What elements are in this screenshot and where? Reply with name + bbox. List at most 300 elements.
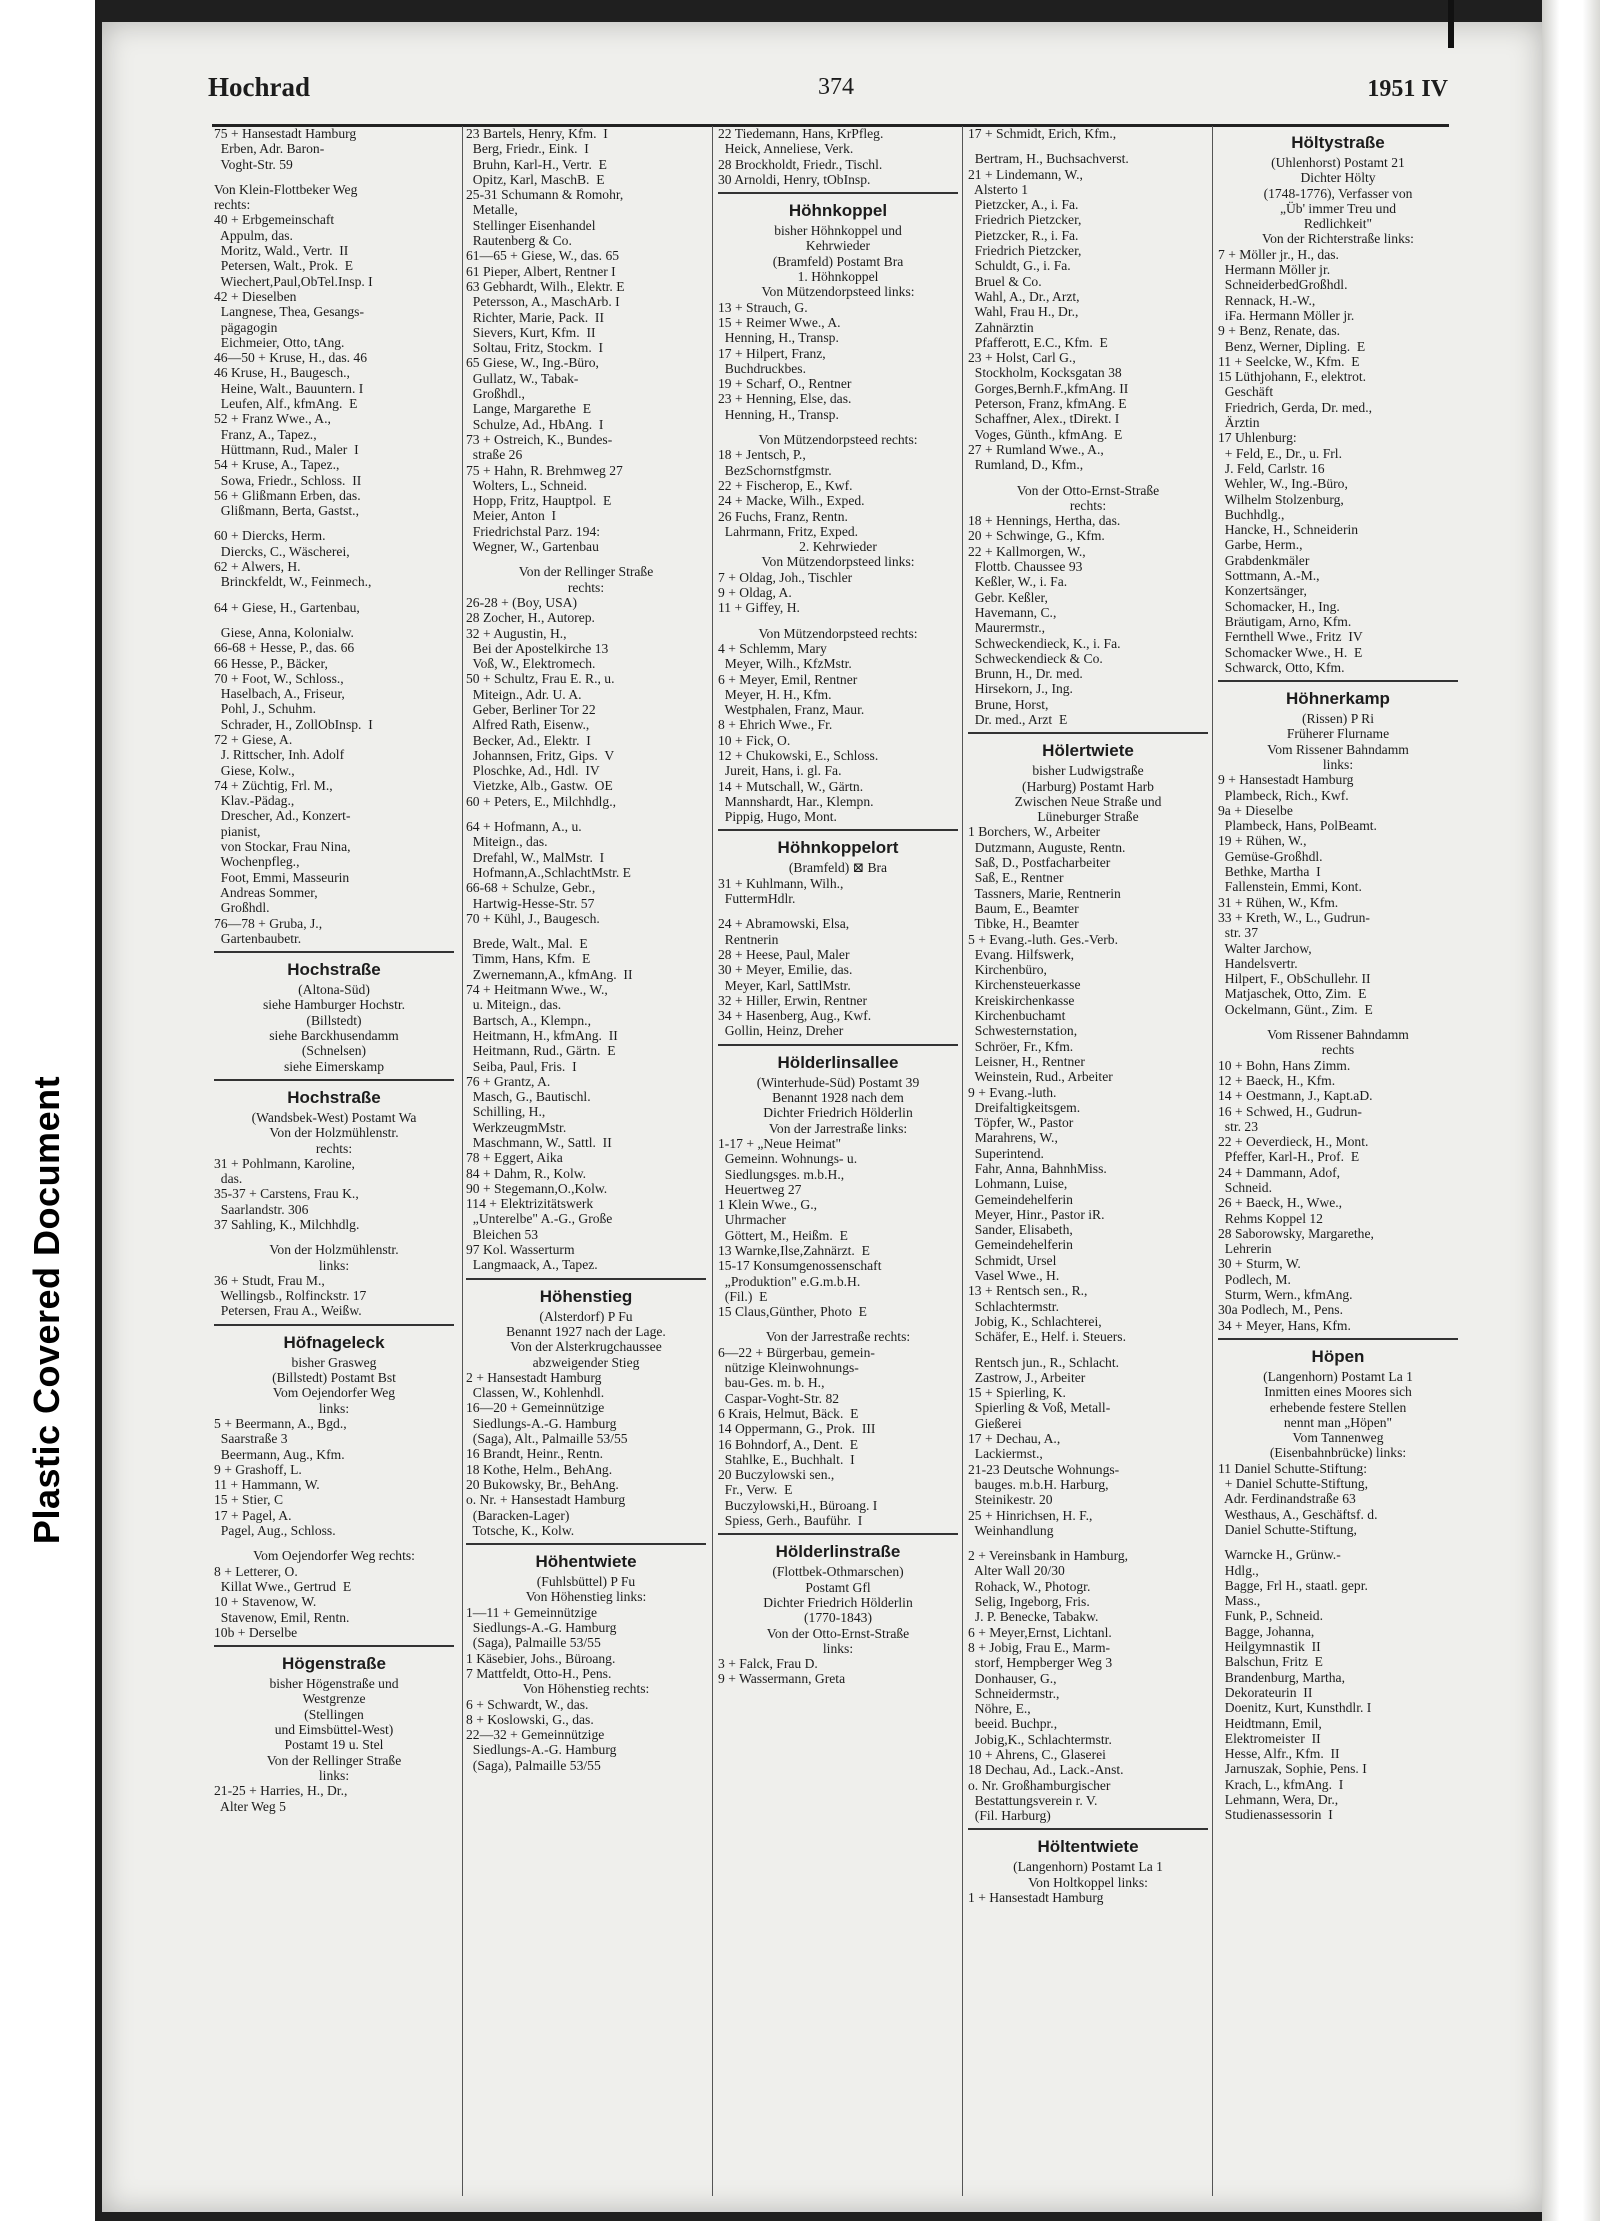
directory-entry: Maurermstr., xyxy=(968,620,1046,636)
directory-entry: Bagge, Frl H., staatl. gepr. xyxy=(1218,1577,1368,1593)
directory-entry: 13 + Rentsch sen., R., xyxy=(968,1283,1088,1299)
street-note: bisher Höhnkoppel und xyxy=(774,223,902,239)
directory-entry: Lehmann, Wera, Dr., xyxy=(1218,1791,1339,1807)
street-note: nennt man „Höpen" xyxy=(1283,1414,1393,1430)
directory-entry: Funk, P., Schneid. xyxy=(1218,1608,1323,1624)
directory-entry: 10 + Ahrens, C., Glaserei xyxy=(968,1746,1106,1762)
directory-entry: Doenitz, Kurt, Kunsthdlr. I xyxy=(1218,1700,1372,1716)
directory-entry: 31 + Pohlmann, Karoline, xyxy=(214,1155,355,1171)
street-heading: Höltentwiete xyxy=(1037,1837,1139,1857)
directory-entry: Gorges,Bernh.F.,kfmAng. II xyxy=(968,380,1129,396)
directory-entry: Maschmann, W., Sattl. II xyxy=(466,1135,612,1150)
directory-entry: 60 + Peters, E., Milchhdlg., xyxy=(466,793,617,809)
directory-entry: Fahr, Anna, BahnhMiss. xyxy=(968,1161,1107,1176)
directory-entry: 14 + Mutschall, W., Gärtn. xyxy=(718,778,864,794)
directory-entry: 15 + Reimer Wwe., A. xyxy=(718,314,841,330)
street-note: Von der Rellinger Straße xyxy=(518,564,654,580)
directory-entry: Westphalen, Franz, Maur. xyxy=(718,702,865,718)
directory-entry: Langnese, Thea, Gesangs- xyxy=(214,304,364,320)
directory-entry: Metalle, xyxy=(466,202,518,218)
directory-entry: Masch, G., Bautischl. xyxy=(466,1089,591,1105)
street-heading: Hochstraße xyxy=(287,1087,381,1107)
directory-entry: Totsche, K., Kolw. xyxy=(466,1522,575,1538)
directory-entry: Petersen, Frau A., Weißw. xyxy=(214,1303,362,1319)
street-note: Inmitten eines Moores sich xyxy=(1264,1384,1412,1400)
directory-entry: Sander, Elisabeth, xyxy=(968,1222,1073,1238)
street-heading: Höhnerkamp xyxy=(1286,689,1390,709)
directory-entry: Garbe, Herm., xyxy=(1218,537,1303,553)
directory-entry: 13 Warnke,Ilse,Zahnärzt. E xyxy=(718,1243,870,1258)
directory-entry: 19 + Scharf, O., Rentner xyxy=(718,376,852,392)
directory-entry: 1 Käsebier, Johs., Büroang. xyxy=(466,1650,616,1666)
street-note: „Üb' immer Treu und xyxy=(1279,200,1397,216)
directory-entry: 1 Klein Wwe., G., xyxy=(718,1197,818,1213)
street-note: Vom Tannenweg xyxy=(1292,1430,1384,1446)
directory-entry: Kreiskirchenkasse xyxy=(968,992,1075,1008)
directory-entry: Baum, E., Beamter xyxy=(968,900,1079,916)
street-note: (Langenhorn) Postamt La 1 xyxy=(1263,1368,1413,1384)
directory-entry: Eichmeier, Otto, tAng. xyxy=(214,334,345,350)
directory-entry: Lohmann, Luise, xyxy=(968,1176,1068,1192)
street-note: (Schnelsen) xyxy=(301,1043,367,1059)
directory-entry: 17 + Pagel, A. xyxy=(214,1507,292,1523)
street-note: 1. Höhnkoppel xyxy=(797,269,879,285)
directory-entry: 17 + Hilpert, Franz, xyxy=(718,345,826,361)
directory-entry: Hirsekorn, J., Ing. xyxy=(968,681,1073,697)
directory-entry: Alter Wall 20/30 xyxy=(968,1563,1065,1579)
street-note: Postamt Gfl xyxy=(805,1579,871,1595)
directory-entry: Meyer, H. H., Kfm. xyxy=(718,686,832,702)
directory-entry: 24 + Abramowski, Elsa, xyxy=(718,916,850,932)
directory-entry: Rentsch jun., R., Schlacht. xyxy=(968,1354,1120,1370)
street-note: Von der Rellinger Straße xyxy=(266,1752,402,1768)
directory-entry: Siedlungsges. m.b.H., xyxy=(718,1166,845,1182)
entry-spacer xyxy=(1218,1537,1458,1547)
directory-entry: Schomacker Wwe., H. E xyxy=(1218,644,1363,660)
directory-entry: Buczylowski,H., Büroang. I xyxy=(718,1497,878,1513)
directory-entry: 56 + Glißmann Erben, das. xyxy=(214,487,361,503)
directory-entry: Hartwig-Hesse-Str. 57 xyxy=(466,895,595,911)
directory-entry: Mass., xyxy=(1218,1593,1261,1609)
directory-entry: 61 Pieper, Albert, Rentner I xyxy=(466,263,616,279)
directory-entry: Meyer, Karl, SattlMstr. xyxy=(718,977,851,993)
directory-entry: 14 + Oestmann, J., Kapt.aD. xyxy=(1218,1088,1373,1104)
directory-entry: 8 + Jobig, Frau E., Marm- xyxy=(968,1639,1111,1655)
directory-entry: Matjaschek, Otto, Zim. E xyxy=(1218,986,1367,1002)
street-note: Von der Alsterkrugchaussee xyxy=(510,1339,662,1355)
directory-entry: Schuldt, G., i. Fa. xyxy=(968,258,1071,274)
directory-entry: 6 + Meyer, Emil, Rentner xyxy=(718,671,858,687)
directory-entry: Bräutigam, Arno, Kfm. xyxy=(1218,613,1352,629)
directory-entry: Hopp, Fritz, Hauptpol. E xyxy=(466,493,612,509)
directory-entry: 24 + Dammann, Adof, xyxy=(1218,1164,1341,1180)
directory-entry: beeid. Buchpr., xyxy=(968,1716,1058,1732)
street-note: Von der Otto-Ernst-Straße xyxy=(766,1625,910,1641)
directory-entry: J. P. Benecke, Tabakw. xyxy=(968,1609,1099,1625)
directory-entry: u. Miteign., das. xyxy=(466,997,562,1013)
directory-entry: 16 Bohndorf, A., Dent. E xyxy=(718,1436,859,1452)
directory-entry: Fernthell Wwe., Fritz IV xyxy=(1218,629,1363,645)
directory-entry: storf, Hempberger Weg 3 xyxy=(968,1655,1113,1671)
directory-entry: Stavenow, Emil, Rentn. xyxy=(214,1609,350,1625)
directory-entry: 2 + Hansestadt Hamburg xyxy=(466,1369,602,1385)
directory-entry: 78 + Eggert, Aika xyxy=(466,1150,563,1166)
directory-entry: 18 + Hennings, Hertha, das. xyxy=(968,513,1121,529)
column-4 xyxy=(968,126,1208,2196)
street-note: (Uhlenhorst) Postamt 21 xyxy=(1271,155,1405,170)
section-rule xyxy=(718,829,958,831)
directory-entry: Weinhandlung xyxy=(968,1522,1054,1538)
directory-entry: + Feld, E., Dr., u. Frl. xyxy=(1218,445,1342,461)
directory-entry: Bruel & Co. xyxy=(968,273,1042,289)
directory-entry: Schwarck, Otto, Kfm. xyxy=(1218,659,1345,675)
directory-entry: 26 + Baeck, H., Wwe., xyxy=(1218,1195,1343,1211)
street-note: (Alsterdorf) P Fu xyxy=(539,1308,633,1324)
directory-entry: 30 + Sturm, W. xyxy=(1218,1256,1301,1272)
street-note: rechts: xyxy=(315,1140,353,1156)
directory-entry: Rennack, H.-W., xyxy=(1218,292,1316,308)
directory-entry: Saß, D., Postfacharbeiter xyxy=(968,855,1111,871)
directory-entry: Voges, Günth., kfmAng. E xyxy=(968,426,1123,442)
street-heading: Höhnkoppelort xyxy=(777,838,899,858)
directory-entry: Sottmann, A.-M., xyxy=(1218,568,1320,584)
directory-entry: Jobig, K., Schlachterei, xyxy=(968,1313,1102,1329)
directory-entry: Gartenbaubetr. xyxy=(214,930,302,946)
directory-entry: (Saga), Palmaille 53/55 xyxy=(466,1757,601,1773)
section-rule xyxy=(466,1278,706,1280)
directory-entry: Gießerei xyxy=(968,1415,1022,1431)
page-number: 374 xyxy=(818,74,854,100)
directory-entry: 21 + Lindemann, W., xyxy=(968,166,1083,182)
directory-entry: 26 Fuchs, Franz, Rentn. xyxy=(718,508,848,524)
directory-entry: Gebr. Keßler, xyxy=(968,589,1048,605)
directory-entry: 8 + Letterer, O. xyxy=(214,1563,298,1579)
directory-entry: von Stockar, Frau Nina, xyxy=(214,839,351,855)
directory-entry: 65 Giese, W., Ing.-Büro, xyxy=(466,355,599,371)
street-note: Benannt 1928 nach dem xyxy=(772,1090,904,1106)
directory-entry: Gullatz, W., Tabak- xyxy=(466,370,579,386)
directory-entry: 11 Daniel Schutte-Stiftung: xyxy=(1218,1460,1368,1476)
directory-entry: Meyer, Hinr., Pastor iR. xyxy=(968,1206,1105,1222)
directory-entry: 25 + Hinrichsen, H. F., xyxy=(968,1507,1093,1523)
directory-entry: Sowa, Friedr., Schloss. II xyxy=(214,472,362,488)
directory-entry: Superintend. xyxy=(968,1145,1044,1161)
street-note: bisher Ludwigstraße xyxy=(1032,763,1144,779)
directory-entry: Siedlungs-A.-G. Hamburg xyxy=(466,1742,617,1758)
document-label-strip xyxy=(0,0,95,2221)
section-rule xyxy=(214,1645,454,1647)
directory-entry: Spiess, Gerh., Bauführ. I xyxy=(718,1513,863,1529)
directory-entry: 28 Zocher, H., Autorep. xyxy=(466,610,595,626)
entry-spacer xyxy=(718,616,958,626)
directory-entry: 25-31 Schumann & Romohr, xyxy=(466,187,624,203)
directory-entry: 62 + Alwers, H. xyxy=(214,559,301,575)
directory-entry: 76 + Grantz, A. xyxy=(466,1073,551,1089)
page-header xyxy=(208,70,1448,110)
directory-entry: 26-28 + (Boy, USA) xyxy=(466,594,577,610)
directory-entry: 9 + Grashoff, L. xyxy=(214,1461,302,1477)
section-rule xyxy=(718,1533,958,1535)
directory-entry: 10 + Fick, O. xyxy=(718,732,791,748)
directory-entry: 52 + Franz Wwe., A., xyxy=(214,411,331,427)
directory-entry: Pfeffer, Karl-H., Prof. E xyxy=(1218,1149,1360,1165)
directory-entry: J. Feld, Carlstr. 16 xyxy=(1218,460,1325,476)
street-note: rechts: xyxy=(567,579,605,595)
directory-entry: 54 + Kruse, A., Tapez., xyxy=(214,457,340,473)
directory-entry: Wellingsb., Rolfinckstr. 17 xyxy=(214,1288,367,1304)
street-note: (Billstedt) xyxy=(306,1012,362,1028)
directory-entry: 18 Kothe, Helm., BehAng. xyxy=(466,1461,613,1477)
directory-entry: Killat Wwe., Gertrud E xyxy=(214,1578,352,1594)
directory-entry: Andreas Sommer, xyxy=(214,884,318,900)
entry-spacer xyxy=(214,590,454,600)
directory-entry: 90 + Stegemann,O.,Kolw. xyxy=(466,1180,608,1196)
directory-entry: (Baracken-Lager) xyxy=(466,1507,570,1523)
section-rule xyxy=(1218,680,1458,682)
directory-entry: Lehrerin xyxy=(1218,1241,1272,1257)
directory-entry: Rohack, W., Photogr. xyxy=(968,1578,1091,1594)
directory-entry: 5 + Evang.-luth. Ges.-Verb. xyxy=(968,931,1118,947)
directory-entry: Friedrich Pietzcker, xyxy=(968,212,1082,228)
directory-entry: Großhdl. xyxy=(214,900,270,916)
directory-entry: 15 Claus,Günther, Photo E xyxy=(718,1304,867,1320)
directory-entry: 16—20 + Gemeinnützige xyxy=(466,1400,605,1416)
directory-entry: nützige Kleinwohnungs- xyxy=(718,1360,859,1376)
directory-entry: Heuertweg 27 xyxy=(718,1181,802,1197)
directory-entry: Friedrich, Gerda, Dr. med., xyxy=(1218,399,1373,415)
directory-entry: 70 + Foot, W., Schloss., xyxy=(214,670,344,686)
street-note: (1748-1776), Verfasser von xyxy=(1263,185,1413,201)
directory-entry: Benz, Werner, Dipling. E xyxy=(1218,338,1366,354)
entry-spacer xyxy=(214,518,454,528)
column-1 xyxy=(214,126,454,2196)
street-note: siehe Hamburger Hochstr. xyxy=(262,997,406,1013)
column-2 xyxy=(466,126,706,2196)
street-note: (Stellingen xyxy=(304,1706,364,1722)
directory-entry: Wolters, L., Schneid. xyxy=(466,477,587,493)
directory-entry: Alter Weg 5 xyxy=(214,1798,286,1814)
directory-entry: Heick, Anneliese, Verk. xyxy=(718,141,854,157)
street-note: (Wandsbek-West) Postamt Wa xyxy=(251,1109,417,1125)
section-rule xyxy=(214,951,454,953)
directory-entry: Pietzcker, R., i. Fa. xyxy=(968,227,1079,243)
directory-entry: Brunn, H., Dr. med. xyxy=(968,666,1083,682)
directory-entry: 10b + Derselbe xyxy=(214,1624,298,1640)
directory-entry: Moritz, Wald., Vertr. II xyxy=(214,243,349,259)
directory-entry: Evang. Hilfswerk, xyxy=(968,946,1075,962)
directory-entry: Schweckendieck, K., i. Fa. xyxy=(968,635,1121,651)
directory-entry: Marahrens, W., xyxy=(968,1130,1058,1146)
directory-entry: Daniel Schutte-Stiftung, xyxy=(1218,1521,1357,1537)
directory-entry: 23 + Holst, Carl G., xyxy=(968,350,1076,366)
directory-entry: Pfafferott, E.C., Kfm. E xyxy=(968,334,1108,350)
directory-entry: Becker, Ad., Elektr. I xyxy=(466,732,591,748)
directory-entry: Heilgymnastik II xyxy=(1218,1639,1321,1655)
street-note: Von Höhenstieg links: xyxy=(525,1589,647,1605)
section-rule xyxy=(466,1543,706,1545)
directory-entry: Richter, Marie, Pack. II xyxy=(466,309,604,325)
directory-entry: 9 + Oldag, A. xyxy=(718,585,792,601)
directory-entry: Stellinger Eisenhandel xyxy=(466,217,596,233)
street-heading: Högenstraße xyxy=(282,1654,386,1674)
directory-entry: 27 + Rumland Wwe., A., xyxy=(968,441,1104,457)
directory-entry: 13 + Strauch, G. xyxy=(718,299,808,315)
directory-entry: Handelsvertr. xyxy=(1218,955,1298,971)
directory-entry: Foot, Emmi, Masseurin xyxy=(214,869,350,885)
directory-entry: Saarstraße 3 xyxy=(214,1431,288,1447)
street-note: (Fuhlsbüttel) P Fu xyxy=(536,1574,636,1590)
directory-entry: Giese, Kolw., xyxy=(214,762,295,778)
street-note: (Langenhorn) Postamt La 1 xyxy=(1013,1859,1163,1875)
directory-entry: 22—32 + Gemeinnützige xyxy=(466,1727,605,1743)
directory-entry: Vasel Wwe., H. xyxy=(968,1268,1060,1284)
directory-entry: Beermann, Aug., Kfm. xyxy=(214,1446,345,1462)
directory-entry: Weinstein, Rud., Arbeiter xyxy=(968,1069,1113,1085)
directory-entry: Meyer, Wilh., KfzMstr. xyxy=(718,656,852,672)
directory-entry: Hüttmann, Rud., Maler I xyxy=(214,441,359,457)
directory-entry: Schomacker, H., Ing. xyxy=(1218,598,1340,614)
directory-entry: Henning, H., Transp. xyxy=(718,330,839,346)
directory-entry: 22 Tiedemann, Hans, KrPfleg. xyxy=(718,126,884,141)
directory-entry: 24 + Macke, Wilh., Exped. xyxy=(718,493,865,509)
directory-entry: Hesse, Alfr., Kfm. II xyxy=(1218,1746,1340,1762)
directory-entry: Langmaack, A., Tapez. xyxy=(466,1257,598,1273)
directory-entry: 72 + Giese, A. xyxy=(214,731,293,747)
directory-entry: Gemeindehelferin xyxy=(968,1237,1073,1253)
directory-entry: 8 + Ehrich Wwe., Fr. xyxy=(718,717,833,733)
directory-entry: 6—22 + Bürgerbau, gemein- xyxy=(718,1344,875,1360)
street-heading: Höfnageleck xyxy=(283,1332,385,1352)
directory-entry: Saarlandstr. 306 xyxy=(214,1201,309,1217)
directory-entry: 5 + Beermann, A., Bgd., xyxy=(214,1415,347,1431)
directory-entry: Wahl, Frau H., Dr., xyxy=(968,304,1079,320)
directory-entry: Bei der Apostelkirche 13 xyxy=(466,640,609,656)
column-divider xyxy=(962,126,963,2196)
directory-entry: o. Nr. Großhamburgischer xyxy=(968,1777,1111,1793)
directory-entry: 9a + Dieselbe xyxy=(1218,802,1293,818)
directory-entry: bauges. m.b.H. Harburg, xyxy=(968,1476,1109,1492)
column-3 xyxy=(718,126,958,2196)
directory-entry: Plambeck, Hans, PolBeamt. xyxy=(1218,818,1377,834)
directory-entry: Schaffner, Alex., tDirekt. I xyxy=(968,411,1120,427)
street-note: Postamt 19 u. Stel xyxy=(284,1737,384,1753)
directory-entry: Petersen, Walt., Prok. E xyxy=(214,258,354,274)
directory-entry: 64 + Giese, H., Gartenbau, xyxy=(214,599,360,615)
directory-entry: 42 + Dieselben xyxy=(214,288,297,304)
directory-entry: Bestattungsverein r. V. xyxy=(968,1792,1098,1808)
directory-entry: Meier, Anton I xyxy=(466,508,557,524)
directory-entry: iFa. Hermann Möller jr. xyxy=(1218,307,1355,323)
directory-entry: + Daniel Schutte-Stiftung, xyxy=(1218,1476,1369,1492)
directory-entry: 40 + Erbgemeinschaft xyxy=(214,212,335,228)
entry-spacer xyxy=(718,422,958,432)
column-5 xyxy=(1218,126,1458,2196)
directory-entry: 75 + Hansestadt Hamburg xyxy=(214,126,357,141)
document-type-label: Plastic Covered Document xyxy=(26,1075,67,1545)
directory-entry: Dekorateurin II xyxy=(1218,1684,1313,1700)
street-note: Redlichkeit" xyxy=(1303,216,1373,232)
directory-entry: 28 Brockholdt, Friedr., Tischl. xyxy=(718,156,883,172)
directory-entry: Westhaus, A., Geschäftsf. d. xyxy=(1218,1506,1378,1522)
directory-entry: 7 Mattfeldt, Otto-H., Pens. xyxy=(466,1665,612,1681)
directory-entry: Brune, Horst, xyxy=(968,696,1049,712)
directory-entry: das. xyxy=(214,1171,243,1187)
directory-entry: Stahlke, E., Buchhalt. I xyxy=(718,1451,855,1467)
directory-entry: Opitz, Karl, MaschB. E xyxy=(466,171,605,187)
street-note: links: xyxy=(318,1400,350,1416)
directory-entry: Schilling, H., xyxy=(466,1104,546,1120)
directory-entry: Pohl, J., Schuhm. xyxy=(214,701,316,717)
directory-entry: Pietzcker, A., i. Fa. xyxy=(968,197,1079,213)
directory-entry: Brandenburg, Martha, xyxy=(1218,1669,1345,1685)
directory-entry: Johannsen, Fritz, Gips. V xyxy=(466,747,615,763)
directory-entry: 7 + Oldag, Joh., Tischler xyxy=(718,569,853,585)
street-note: Dichter Hölty xyxy=(1300,170,1376,186)
directory-entry: Geschäft xyxy=(1218,384,1274,400)
directory-entry: Siedlungs-A.-G. Hamburg xyxy=(466,1620,617,1636)
directory-entry: 15 + Spierling, K. xyxy=(968,1385,1066,1401)
street-note: Von der Otto-Ernst-Straße xyxy=(1016,482,1160,498)
street-note: siehe Eimerskamp xyxy=(283,1058,385,1074)
street-note: (Billstedt) Postamt Bst xyxy=(272,1370,396,1386)
directory-entry: 15 + Stier, C xyxy=(214,1492,284,1508)
directory-entry: straße 26 xyxy=(466,447,523,463)
street-note: links: xyxy=(318,1767,350,1783)
directory-entry: Bleichen 53 xyxy=(466,1226,539,1242)
directory-entry: pianist, xyxy=(214,823,261,839)
directory-entry: Gemeindehelferin xyxy=(968,1191,1073,1207)
directory-entry: 1-17 + „Neue Heimat" xyxy=(718,1135,842,1151)
directory-entry: 33 + Kreth, W., L., Gudrun- xyxy=(1218,909,1370,925)
directory-entry: Pippig, Hugo, Mont. xyxy=(718,809,837,825)
directory-entry: Grabdenkmäler xyxy=(1218,552,1310,568)
directory-entry: 46—50 + Kruse, H., das. 46 xyxy=(214,350,368,366)
directory-entry: Friedrichstal Parz. 194: xyxy=(466,523,601,539)
entry-spacer xyxy=(968,1345,1208,1355)
directory-entry: Wilhelm Stolzenburg, xyxy=(1218,491,1344,507)
street-heading: Hölderlinstraße xyxy=(775,1542,901,1562)
directory-entry: Rehms Koppel 12 xyxy=(1218,1210,1323,1226)
entry-spacer xyxy=(214,172,454,182)
directory-entry: Buchhdlg., xyxy=(1218,506,1285,522)
directory-entry: 9 + Evang.-luth. xyxy=(968,1084,1057,1100)
street-note: Von der Holzmühlenstr. xyxy=(269,1242,399,1258)
directory-entry: Schmidt, Ursel xyxy=(968,1252,1057,1268)
directory-entry: Appulm, das. xyxy=(214,227,293,243)
directory-entry: 1—11 + Gemeinnützige xyxy=(466,1604,597,1620)
street-note: Von der Jarrestraße rechts: xyxy=(765,1329,911,1345)
street-note: (1770-1843) xyxy=(804,1610,872,1626)
directory-entry: Alsterto 1 xyxy=(968,181,1029,197)
directory-entry: Adr. Ferdinandstraße 63 xyxy=(1218,1491,1356,1507)
street-note: Von Höhenstieg rechts: xyxy=(522,1681,650,1697)
directory-entry: 76—78 + Gruba, J., xyxy=(214,915,323,931)
year-volume: 1951 IV xyxy=(1367,76,1448,102)
directory-entry: Haselbach, A., Friseur, xyxy=(214,686,345,702)
street-heading: Hölertwiete xyxy=(1042,741,1134,761)
street-note: (Harburg) Postamt Harb xyxy=(1022,778,1154,794)
directory-entry: Henning, H., Transp. xyxy=(718,406,839,422)
directory-entry: Fallenstein, Emmi, Kont. xyxy=(1218,879,1362,895)
column-divider xyxy=(1212,126,1213,2196)
directory-entry: Schlachtermstr. xyxy=(968,1298,1059,1314)
directory-entry: 23 + Henning, Else, das. xyxy=(718,391,852,407)
directory-entry: Rautenberg & Co. xyxy=(466,233,572,249)
directory-entry: Rentnerin xyxy=(718,931,779,947)
directory-entry: Studienassessorin I xyxy=(1218,1807,1333,1823)
directory-entry: 18 + Jentsch, P., xyxy=(718,447,806,463)
directory-entry: Buchdruckbes. xyxy=(718,360,806,376)
